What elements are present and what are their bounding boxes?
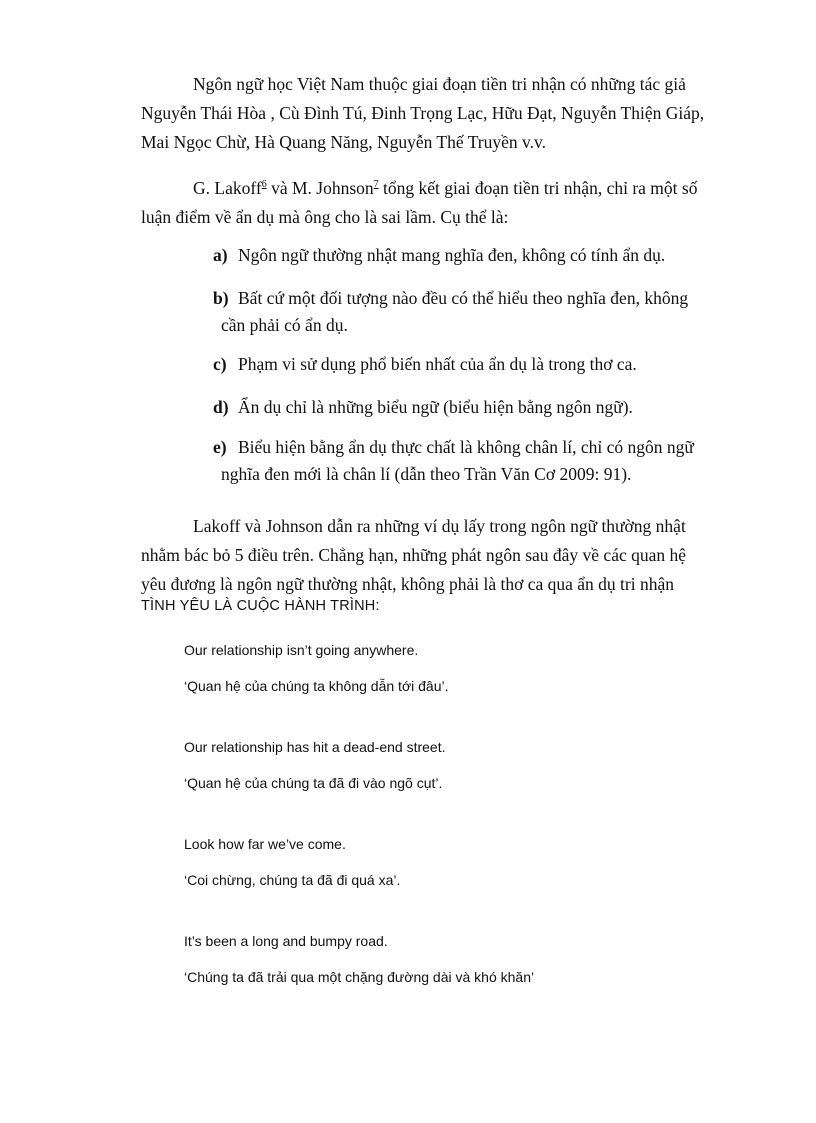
paragraph1-line3: Mai Ngọc Chừ, Hà Quang Năng, Nguyễn Thế Truyền v.v. <box>141 132 546 152</box>
paragraph-lakoff-johnson <box>141 174 713 232</box>
footnote-ref-6[interactable]: 6 <box>261 179 267 190</box>
list-text: Biểu hiện bằng ẩn dụ thực chất là không chân lí, chỉ có ngôn ngữ <box>238 437 694 457</box>
list-text: Phạm vi sử dụng phổ biến nhất của ẩn dụ là trong thơ ca. <box>238 354 637 374</box>
paragraph3-line1: Lakoff và Johnson dẫn ra những ví dụ lấy trong ngôn ngữ thường nhật <box>193 516 686 536</box>
list-item-a <box>213 242 713 269</box>
list-item-c <box>213 351 713 378</box>
paragraph1-line2: Nguyễn Thái Hòa , Cù Đình Tú, Đinh Trọng Lạc, Hữu Đạt, Nguyễn Thiện Giáp, <box>141 103 705 123</box>
paragraph2-lead: G. Lakoff <box>193 178 262 198</box>
list-text: Bất cứ một đối tượng nào đều có thể hiểu theo nghĩa đen, không <box>238 288 689 308</box>
list-item-d <box>213 394 713 421</box>
list-text: Ngôn ngữ thường nhật mang nghĩa đen, không có tính ẩn dụ. <box>238 245 666 265</box>
example-3-vietnamese: ‘Coi chừng, chúng ta đã đi quá xa’. <box>184 872 401 888</box>
list-marker: a) <box>213 245 228 265</box>
list-marker: c) <box>213 354 227 374</box>
example-4-english: It’s been a long and bumpy road. <box>184 933 388 949</box>
example-3-english: Look how far we’ve come. <box>184 836 346 852</box>
list-text-continued: cần phải có ẩn dụ. <box>221 315 348 335</box>
list-marker: e) <box>213 437 227 457</box>
list-item-b <box>213 285 713 339</box>
example-4-vietnamese: ‘Chúng ta đã trải qua một chặng đường dài và khó khăn’ <box>184 969 535 985</box>
example-1-vietnamese: ‘Quan hệ của chúng ta không dẫn tới đâu’. <box>184 678 449 694</box>
paragraph1-line1: Ngôn ngữ học Việt Nam thuộc giai đoạn tiền tri nhận có những tác giả <box>193 74 686 94</box>
list-text-continued: nghĩa đen mới là chân lí (dẫn theo Trần Văn Cơ 2009: 91). <box>221 464 632 484</box>
footnote-ref-7[interactable]: 7 <box>373 179 379 190</box>
list-marker: b) <box>213 288 229 308</box>
paragraph2-line2: luận điểm về ẩn dụ mà ông cho là sai lầm. Cụ thể là: <box>141 207 509 227</box>
paragraph2-mid: và M. Johnson <box>266 178 374 198</box>
list-item-e <box>213 434 713 488</box>
paragraph-examples-intro <box>141 512 713 599</box>
list-marker: d) <box>213 397 229 417</box>
example-1-english: Our relationship isn’t going anywhere. <box>184 642 419 658</box>
metaphor-heading: TÌNH YÊU LÀ CUỘC HÀNH TRÌNH: <box>141 598 380 614</box>
example-2-vietnamese: ‘Quan hệ của chúng ta đã đi vào ngõ cụt’. <box>184 775 443 791</box>
paragraph2-rest: tổng kết giai đoạn tiền tri nhận, chỉ ra một số <box>378 178 698 198</box>
list-text: Ẩn dụ chỉ là những biểu ngữ (biểu hiện bằng ngôn ngữ). <box>238 397 633 417</box>
paragraph-vietnamese-linguists <box>141 70 713 157</box>
example-2-english: Our relationship has hit a dead-end street. <box>184 739 446 755</box>
paragraph3-line2: nhằm bác bỏ 5 điều trên. Chẳng hạn, những phát ngôn sau đây về các quan hệ <box>141 545 687 565</box>
paragraph3-line3: yêu đương là ngôn ngữ thường nhật, không phải là thơ ca qua ẩn dụ tri nhận <box>141 574 674 594</box>
